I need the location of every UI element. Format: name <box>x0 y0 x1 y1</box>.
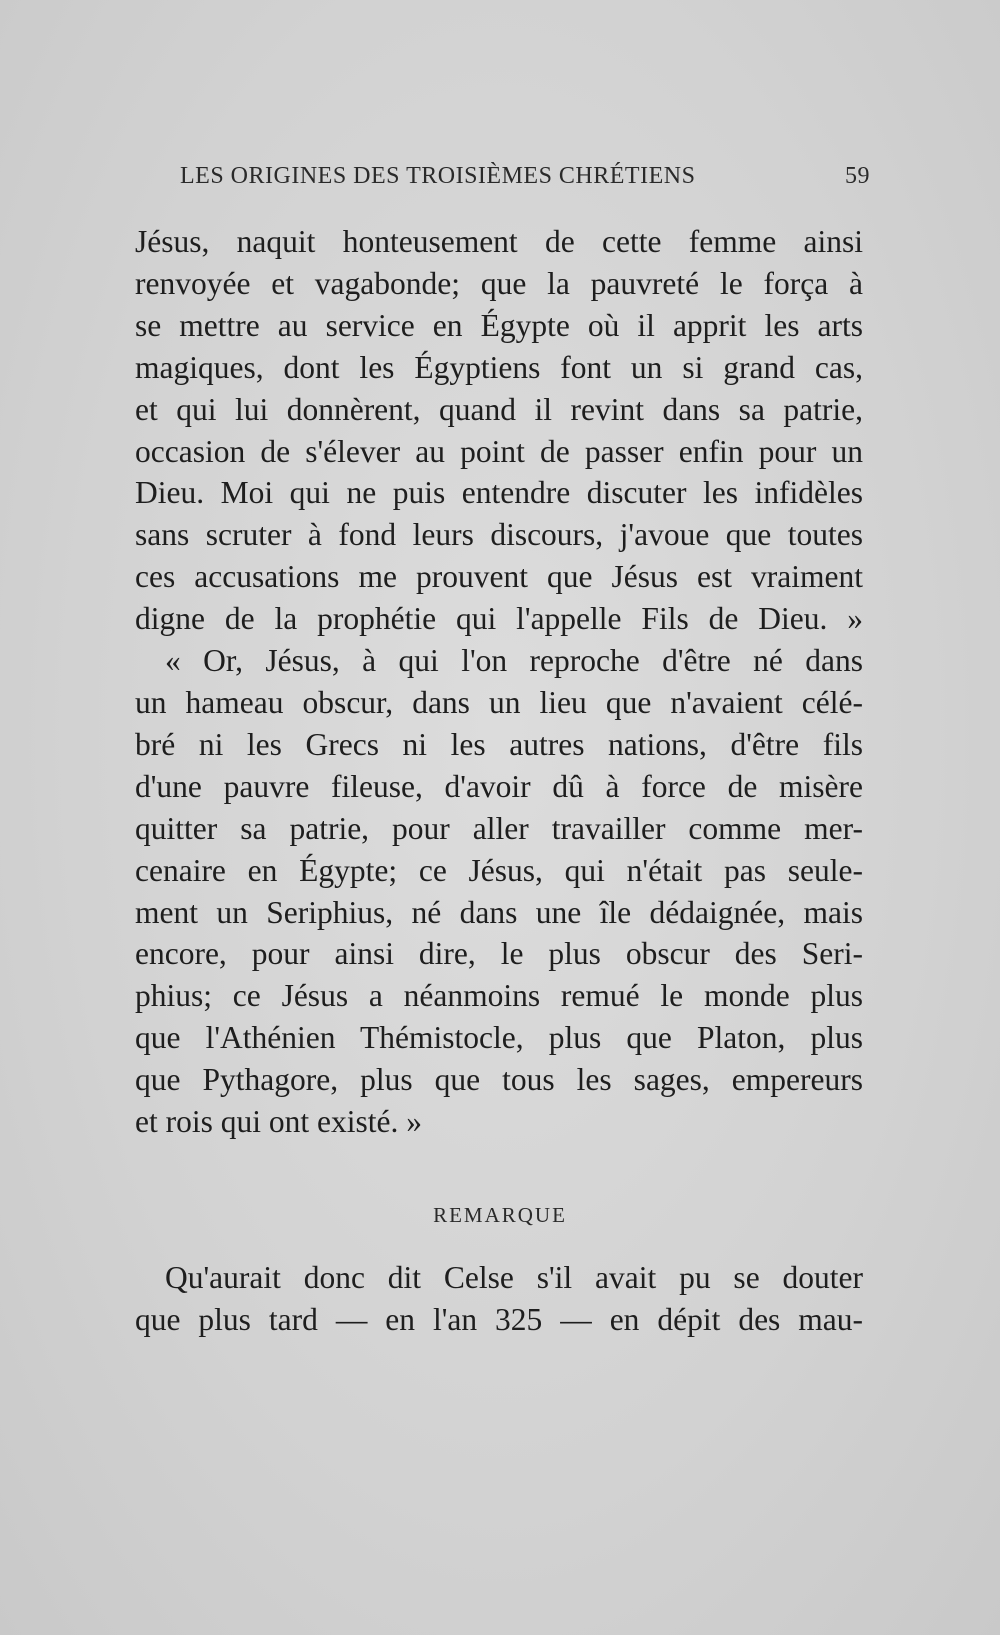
text-line: se mettre au service en Égypte où il apprit les arts <box>135 307 863 343</box>
text-line: et qui lui donnèrent, quand il revint dans sa patrie, <box>135 391 863 427</box>
text-line: ces accusations me prouvent que Jésus est vraiment <box>135 559 863 595</box>
remark-text <box>135 1257 863 1341</box>
text-line: magiques, dont les Égyptiens font un si grand cas, <box>135 349 863 385</box>
text-line: renvoyée et vagabonde; que la pauvreté le força à <box>135 265 863 301</box>
text-line: cenaire en Égypte; ce Jésus, qui n'était pas seule- <box>135 852 863 888</box>
text-line: que l'Athénien Thémistocle, plus que Platon, plus <box>135 1020 863 1056</box>
text-line: bré ni les Grecs ni les autres nations, d'être fils <box>135 726 863 762</box>
text-line: digne de la prophétie qui l'appelle Fils de Dieu. » <box>135 601 863 637</box>
section-heading: REMARQUE <box>433 1203 567 1227</box>
text-line: occasion de s'élever au point de passer enfin pour un <box>135 433 863 469</box>
text-line: « Or, Jésus, à qui l'on reproche d'être né dans <box>165 643 863 679</box>
text-line: un hameau obscur, dans un lieu que n'avaient célé- <box>135 684 863 720</box>
text-line: encore, pour ainsi dire, le plus obscur des Seri- <box>135 936 863 972</box>
body-text <box>135 221 863 1143</box>
text-line: que plus tard — en l'an 325 — en dépit des mau- <box>135 1301 863 1337</box>
text-line: d'une pauvre fileuse, d'avoir dû à force de misère <box>135 768 863 804</box>
text-line: sans scruter à fond leurs discours, j'avoue que toutes <box>135 517 863 553</box>
text-line: phius; ce Jésus a néanmoins remué le monde plus <box>135 978 863 1014</box>
running-head-title: LES ORIGINES DES TROISIÈMES CHRÉTIENS <box>180 163 696 189</box>
running-head <box>180 163 870 190</box>
text-line: quitter sa patrie, pour aller travailler comme mer- <box>135 810 863 846</box>
text-line: Jésus, naquit honteusement de cette femme ainsi <box>135 224 863 259</box>
text-line: que Pythagore, plus que tous les sages, empereurs <box>135 1062 863 1098</box>
page-number: 59 <box>845 163 870 189</box>
text-line: et rois qui ont existé. » <box>135 1104 422 1140</box>
text-line: Dieu. Moi qui ne puis entendre discuter les infidèles <box>135 475 863 511</box>
text-line: ment un Seriphius, né dans une île dédaignée, mais <box>135 894 863 930</box>
text-line: Qu'aurait donc dit Celse s'il avait pu se douter <box>165 1260 863 1295</box>
